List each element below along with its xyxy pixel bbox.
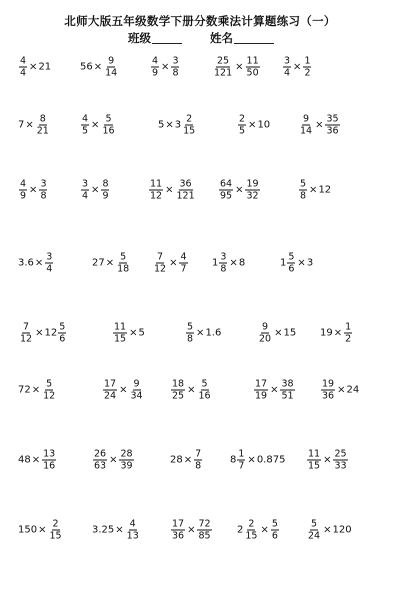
multiply-sign: × [229,257,238,268]
numerator: 3 [46,251,53,263]
denominator: 34 [130,390,143,402]
number: 28 [170,454,183,465]
denominator: 51 [281,390,294,402]
fraction [171,56,179,79]
denominator: 6 [59,333,66,345]
numerator: 11 [246,55,259,67]
problem-4-2 [92,252,131,275]
denominator: 4 [284,67,291,79]
number: 12 [44,327,58,338]
fraction [171,379,185,402]
denominator: 16 [43,460,56,472]
problem-8-1 [18,519,64,542]
fraction [153,252,167,275]
fraction [42,449,56,472]
fraction [48,519,62,542]
problem-4-5 [280,252,313,275]
denominator: 33 [334,460,347,472]
fraction [129,379,143,402]
multiply-sign: × [165,119,174,130]
numerator: 72 [198,518,211,530]
denominator: 24 [104,390,117,402]
numerator: 5 [59,321,66,333]
denominator: 50 [246,67,259,79]
number: 15 [283,327,297,338]
multiply-sign: × [315,119,324,130]
multiply-sign: × [31,454,41,465]
multiply-sign: × [93,61,103,72]
fraction [151,56,159,79]
denominator: 8 [220,263,227,275]
fraction [219,252,227,275]
numerator: 9 [108,55,115,67]
number: 7 [18,119,25,130]
multiply-sign: × [309,184,318,195]
numerator: 5 [311,518,318,530]
problem-1-3 [150,56,180,79]
fraction [333,449,347,472]
denominator: 121 [214,67,233,79]
problem-5-1 [18,322,67,345]
fraction [186,322,194,345]
fraction [81,114,89,137]
numerator: 2 [239,113,246,125]
fraction [194,449,202,472]
number: 27 [92,257,105,268]
fraction [303,56,311,79]
multiply-sign: × [337,384,346,395]
denominator: 15 [308,460,321,472]
numerator: 18 [172,378,185,390]
fraction [58,322,66,345]
numerator: 5 [300,178,307,190]
fraction [344,322,352,345]
fraction [307,519,321,542]
number: 3.25 [92,524,115,535]
numerator: 13 [43,448,56,460]
denominator: 20 [259,333,272,345]
multiply-sign: × [333,327,343,338]
numerator: 5 [120,251,127,263]
denominator: 16 [102,125,115,137]
problem-5-2 [112,322,145,345]
fraction [197,519,211,542]
denominator: 4 [46,263,53,275]
problem-7-5 [306,449,349,472]
denominator: 8 [172,67,179,79]
denominator: 8 [300,190,307,202]
denominator: 15 [49,530,62,542]
denominator: 36 [326,125,339,137]
numerator: 5 [105,113,112,125]
numerator: 64 [220,178,233,190]
fraction [246,56,260,79]
denominator: 4 [20,67,27,79]
multiply-sign: × [91,119,100,130]
multiply-sign: × [323,454,332,465]
fraction [254,379,268,402]
multiply-sign: × [274,327,283,338]
denominator: 8 [195,460,202,472]
fraction [103,379,117,402]
numerator: 2 [248,518,255,530]
fraction [283,56,291,79]
number: 56 [80,61,93,72]
numerator: 2 [186,113,193,125]
problem-6-5 [320,379,359,402]
numerator: 25 [217,55,230,67]
number: 8 [238,257,246,268]
denominator: 15 [114,333,127,345]
multiply-sign: × [187,384,196,395]
fraction [213,56,233,79]
multiply-sign: × [183,454,193,465]
problem-7-4 [230,449,285,472]
denominator: 121 [176,190,195,202]
number: 21 [38,61,52,72]
fraction [19,56,27,79]
fraction [299,179,307,202]
numerator: 4 [20,55,27,67]
problem-6-4 [253,379,296,402]
multiply-sign: × [109,454,118,465]
problem-6-2 [102,379,145,402]
denominator: 24 [308,530,321,542]
denominator: 7 [238,460,245,472]
numerator: 5 [271,518,278,530]
numerator: 3 [284,55,291,67]
numerator: 3 [172,55,179,67]
fraction [104,56,118,79]
numerator: 11 [114,321,127,333]
multiply-sign: × [105,257,115,268]
problem-4-4 [212,252,245,275]
numerator: 7 [157,251,164,263]
numerator: 5 [288,251,295,263]
problem-3-2 [80,179,110,202]
problem-2-4 [237,114,270,137]
multiply-sign: × [115,524,124,535]
problem-5-5 [320,322,353,345]
numerator: 3 [220,251,227,263]
numerator: 36 [179,178,192,190]
fraction [299,114,313,137]
numerator: 4 [129,518,136,530]
fraction [149,179,163,202]
fraction [237,449,245,472]
denominator: 13 [126,530,139,542]
numerator: 3 [40,178,47,190]
problem-6-3 [170,379,213,402]
multiply-sign: × [187,524,196,535]
number: 5 [158,119,165,130]
fraction [116,252,130,275]
numerator: 4 [82,113,89,125]
problem-6-1 [18,379,57,402]
number: 3 [306,257,314,268]
multiply-sign: × [38,524,47,535]
denominator: 19 [255,390,268,402]
multiply-sign: × [165,184,174,195]
problem-3-4 [218,179,261,202]
number: 120 [332,524,352,535]
fraction [126,519,140,542]
number: 2 [237,524,244,535]
numerator: 17 [104,378,117,390]
denominator: 8 [40,190,47,202]
problem-8-4 [237,519,280,542]
number: 10 [257,119,271,130]
multiply-sign: × [293,61,302,72]
numerator: 7 [195,448,202,460]
numerator: 4 [180,251,187,263]
problem-4-1 [18,252,54,275]
fraction [101,179,109,202]
name-blank [234,43,274,44]
number: 5 [138,327,145,338]
numerator: 7 [23,321,30,333]
denominator: 2 [304,67,311,79]
denominator: 95 [220,190,233,202]
denominator: 14 [105,67,118,79]
fraction [36,114,50,137]
numerator: 28 [120,448,133,460]
numerator: 3 [82,178,89,190]
fraction [171,519,185,542]
problem-2-2 [80,114,117,137]
numerator: 4 [152,55,159,67]
problem-3-1 [18,179,48,202]
fraction [197,379,211,402]
problem-4-3 [152,252,189,275]
numerator: 5 [46,378,53,390]
problem-7-3 [170,449,203,472]
numerator: 1 [304,55,311,67]
fraction [325,114,339,137]
problem-3-5 [298,179,331,202]
student-info-line [0,30,400,46]
number: 1.6 [205,327,222,338]
fraction [238,114,246,137]
number: 72 [18,384,31,395]
fraction [101,114,115,137]
problem-8-3 [170,519,213,542]
numerator: 19 [246,178,259,190]
class-blank [152,43,182,44]
number: 3.6 [18,257,34,268]
numerator: 35 [326,113,339,125]
multiply-sign: × [29,184,38,195]
denominator: 16 [198,390,211,402]
multiply-sign: × [248,119,257,130]
fraction [182,114,196,137]
multiply-sign: × [31,384,41,395]
numerator: 11 [308,448,321,460]
fraction [258,322,272,345]
multiply-sign: × [270,384,279,395]
denominator: 12 [20,333,33,345]
multiply-sign: × [35,327,44,338]
denominator: 25 [172,390,185,402]
multiply-sign: × [29,61,38,72]
fraction [42,379,56,402]
numerator: 2 [52,518,59,530]
multiply-sign: × [235,184,244,195]
denominator: 4 [82,190,89,202]
numerator: 5 [201,378,208,390]
fraction [244,519,258,542]
multiply-sign: × [161,61,170,72]
denominator: 18 [117,263,130,275]
denominator: 36 [172,530,185,542]
fraction [175,179,195,202]
problem-1-2 [80,56,119,79]
numerator: 11 [150,178,163,190]
numerator: 26 [94,448,107,460]
fraction [19,179,27,202]
denominator: 12 [43,390,56,402]
denominator: 6 [288,263,295,275]
multiply-sign: × [25,119,34,130]
fraction [179,252,187,275]
problem-5-3 [185,322,221,345]
fraction [93,449,107,472]
denominator: 15 [183,125,196,137]
denominator: 63 [94,460,107,472]
number: 48 [18,454,31,465]
problem-1-1 [18,56,51,79]
number: 0.875 [256,454,286,465]
numerator: 1 [345,321,352,333]
fraction [81,179,89,202]
denominator: 12 [154,263,167,275]
number: 12 [318,184,332,195]
numerator: 17 [172,518,185,530]
multiply-sign: × [196,327,205,338]
fraction [39,179,47,202]
worksheet-title: 北师大版五年级数学下册分数乘法计算题练习（一） [64,14,336,28]
denominator: 9 [152,67,159,79]
denominator: 7 [180,263,187,275]
multiply-sign: × [34,257,44,268]
numerator: 8 [102,178,109,190]
name-label: 姓名 [210,31,233,45]
denominator: 15 [245,530,258,542]
denominator: 6 [271,530,278,542]
number: 1 [212,257,219,268]
numerator: 38 [281,378,294,390]
denominator: 2 [345,333,352,345]
numerator: 9 [133,378,140,390]
problem-7-2 [92,449,135,472]
problem-7-1 [18,449,57,472]
class-label: 班级 [128,31,151,45]
fraction [219,179,233,202]
number: 19 [320,327,333,338]
numerator: 8 [39,113,46,125]
denominator: 5 [239,125,246,137]
number: 3 [174,119,182,130]
numerator: 5 [187,321,194,333]
problem-3-3 [148,179,197,202]
numerator: 19 [322,378,335,390]
problem-1-4 [212,56,261,79]
numerator: 25 [334,448,347,460]
number: 8 [230,454,237,465]
denominator: 9 [102,190,109,202]
problem-5-4 [257,322,296,345]
denominator: 39 [120,460,133,472]
fraction [245,179,259,202]
numerator: 9 [303,113,310,125]
number: 150 [18,524,38,535]
problem-2-1 [18,114,51,137]
fraction [119,449,133,472]
fraction [19,322,33,345]
denominator: 21 [36,125,49,137]
multiply-sign: × [91,184,100,195]
multiply-sign: × [235,61,244,72]
problem-8-2 [92,519,141,542]
problem-2-3 [158,114,197,137]
denominator: 14 [300,125,313,137]
denominator: 8 [187,333,194,345]
fraction [307,449,321,472]
number: 24 [346,384,360,395]
multiply-sign: × [297,257,306,268]
problem-1-5 [282,56,312,79]
problem-8-5 [306,519,352,542]
multiply-sign: × [119,384,128,395]
problem-2-5 [298,114,341,137]
numerator: 4 [20,178,27,190]
fraction [113,322,127,345]
fraction [280,379,294,402]
number: 1 [280,257,287,268]
numerator: 17 [255,378,268,390]
denominator: 32 [246,190,259,202]
denominator: 36 [322,390,335,402]
fraction [271,519,279,542]
denominator: 85 [198,530,211,542]
multiply-sign: × [169,257,178,268]
fraction [287,252,295,275]
multiply-sign: × [260,524,269,535]
multiply-sign: × [247,454,256,465]
multiply-sign: × [323,524,332,535]
numerator: 1 [238,448,245,460]
fraction [45,252,53,275]
numerator: 9 [262,321,269,333]
denominator: 12 [150,190,163,202]
denominator: 5 [82,125,89,137]
fraction [321,379,335,402]
multiply-sign: × [129,327,138,338]
denominator: 9 [20,190,27,202]
